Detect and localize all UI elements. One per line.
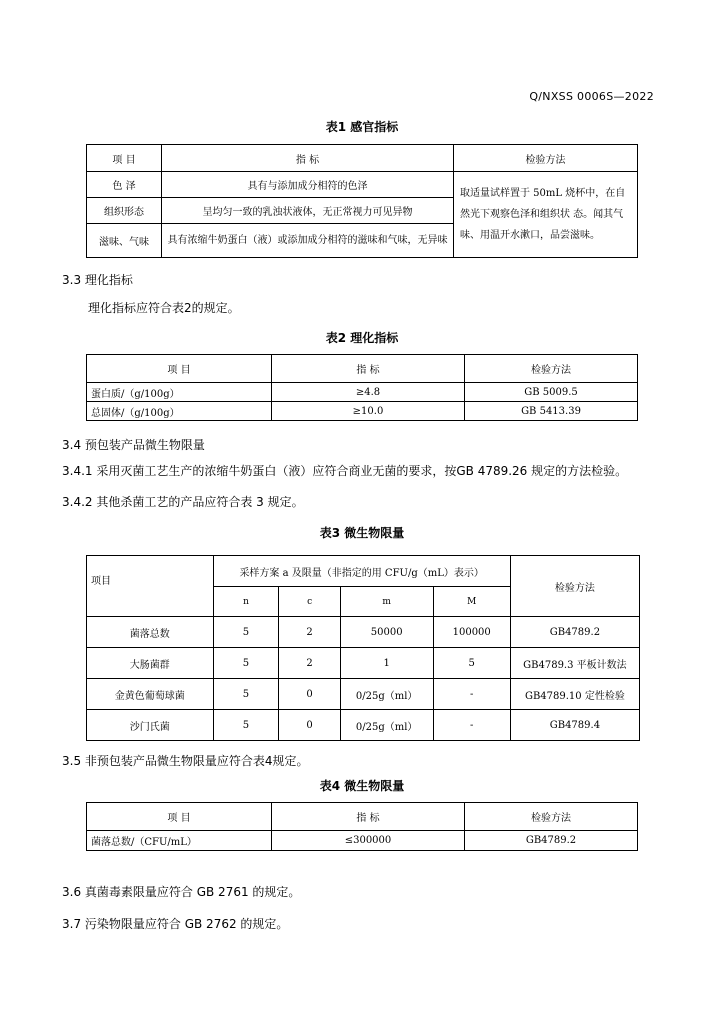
table3-row-c: 2: [279, 617, 340, 648]
table1-header-item: 项 目: [87, 145, 162, 172]
table3-row-method: GB4789.2: [510, 617, 639, 648]
table3-row-c: 2: [279, 648, 340, 679]
table4: [86, 802, 638, 851]
table2-caption: 表2 理化指标: [325, 331, 399, 345]
table3-caption: 表3 微生物限量: [319, 526, 405, 540]
table3-row-m: 1: [340, 648, 433, 679]
standard-number: Q/NXSS 0006S—2022: [529, 90, 654, 103]
table3-row-item: 菌落总数: [87, 617, 214, 648]
table1-row-item: 组织形态: [87, 198, 162, 224]
table2-header-index: 指 标: [272, 355, 465, 383]
table3-row-c: 0: [279, 710, 340, 741]
table4-header-item: 项 目: [87, 803, 272, 831]
table2-row-method: GB 5009.5: [465, 383, 638, 402]
section-3-4-2: 3.4.2 其他杀菌工艺的产品应符合表 3 规定。: [62, 495, 304, 509]
table2-header-item: 项 目: [87, 355, 272, 383]
section-3-7: 3.7 污染物限量应符合 GB 2762 的规定。: [62, 917, 289, 931]
table3-sub-n: n: [213, 587, 279, 617]
table3-sub-M: M: [433, 587, 510, 617]
table1-row-item: 色 泽: [87, 172, 162, 198]
table3-row-n: 5: [213, 710, 279, 741]
table3-row-m: 0/25g（ml）: [340, 679, 433, 710]
table4-row-index: ≤300000: [272, 831, 465, 851]
table1-header-index: 指 标: [162, 145, 454, 172]
table4-row-method: GB4789.2: [465, 831, 638, 851]
table3-sub-m: m: [340, 587, 433, 617]
table1-row-index: 具有与添加成分相符的色泽: [162, 172, 454, 198]
table3-row-m: 0/25g（ml）: [340, 710, 433, 741]
table3-row-method: GB4789.10 定性检验: [510, 679, 639, 710]
table3-row-item: 沙门氏菌: [87, 710, 214, 741]
table3: [86, 555, 640, 741]
table3-row-M: 5: [433, 648, 510, 679]
table1-row-index: 呈均匀一致的乳浊状液体，无正常视力可见异物: [162, 198, 454, 224]
section-3-5: 3.5 非预包装产品微生物限量应符合表4规定。: [62, 754, 309, 768]
section-3-4-title: 3.4 预包装产品微生物限量: [62, 438, 205, 452]
table4-header-index: 指 标: [272, 803, 465, 831]
table3-row-n: 5: [213, 679, 279, 710]
table2-row-method: GB 5413.39: [465, 402, 638, 421]
table3-row-n: 5: [213, 617, 279, 648]
table3-row-method: GB4789.4: [510, 710, 639, 741]
table3-row-M: -: [433, 710, 510, 741]
section-3-3-title: 3.3 理化指标: [62, 273, 133, 287]
table3-row-c: 0: [279, 679, 340, 710]
section-3-6: 3.6 真菌毒素限量应符合 GB 2761 的规定。: [62, 885, 301, 899]
table3-sub-c: c: [279, 587, 340, 617]
table2-row-index: ≥10.0: [272, 402, 465, 421]
table1-method: 取适量试样置于 50mL 烧杯中，在自然光下观察色泽和组织状 态。闻其气味、用温开水漱口，品尝滋味。: [454, 172, 638, 258]
section-3-4-1: 3.4.1 采用灭菌工艺生产的浓缩牛奶蛋白（液）应符合商业无菌的要求，按GB 4789.26 规定的方法检验。: [62, 464, 628, 478]
table3-header-method: 检验方法: [510, 556, 639, 617]
section-3-3-text: 理化指标应符合表2的规定。: [88, 301, 240, 315]
table1: [86, 144, 638, 258]
table3-row-item: 金黄色葡萄球菌: [87, 679, 214, 710]
table1-row-index: 具有浓缩牛奶蛋白（液）或添加成分相符的滋味和气味，无异味: [162, 224, 454, 258]
table3-header-item: 项目: [87, 556, 214, 617]
table3-row-method: GB4789.3 平板计数法: [510, 648, 639, 679]
table1-header-method: 检验方法: [454, 145, 638, 172]
table2-row-index: ≥4.8: [272, 383, 465, 402]
table3-row-M: 100000: [433, 617, 510, 648]
table2-row-item: 总固体/（g/100g）: [87, 402, 272, 421]
table2-header-method: 检验方法: [465, 355, 638, 383]
table3-row-n: 5: [213, 648, 279, 679]
table4-row-item: 菌落总数/（CFU/mL）: [87, 831, 272, 851]
table4-header-method: 检验方法: [465, 803, 638, 831]
table3-row-item: 大肠菌群: [87, 648, 214, 679]
table2-row-item: 蛋白质/（g/100g）: [87, 383, 272, 402]
table4-caption: 表4 微生物限量: [319, 779, 405, 793]
table3-header-plan: 采样方案 a 及限量（非指定的用 CFU/g（mL）表示）: [213, 556, 510, 587]
table3-row-m: 50000: [340, 617, 433, 648]
table3-row-M: -: [433, 679, 510, 710]
table2: [86, 354, 638, 421]
table1-caption: 表1 感官指标: [325, 120, 399, 134]
table1-row-item: 滋味、气味: [87, 224, 162, 258]
